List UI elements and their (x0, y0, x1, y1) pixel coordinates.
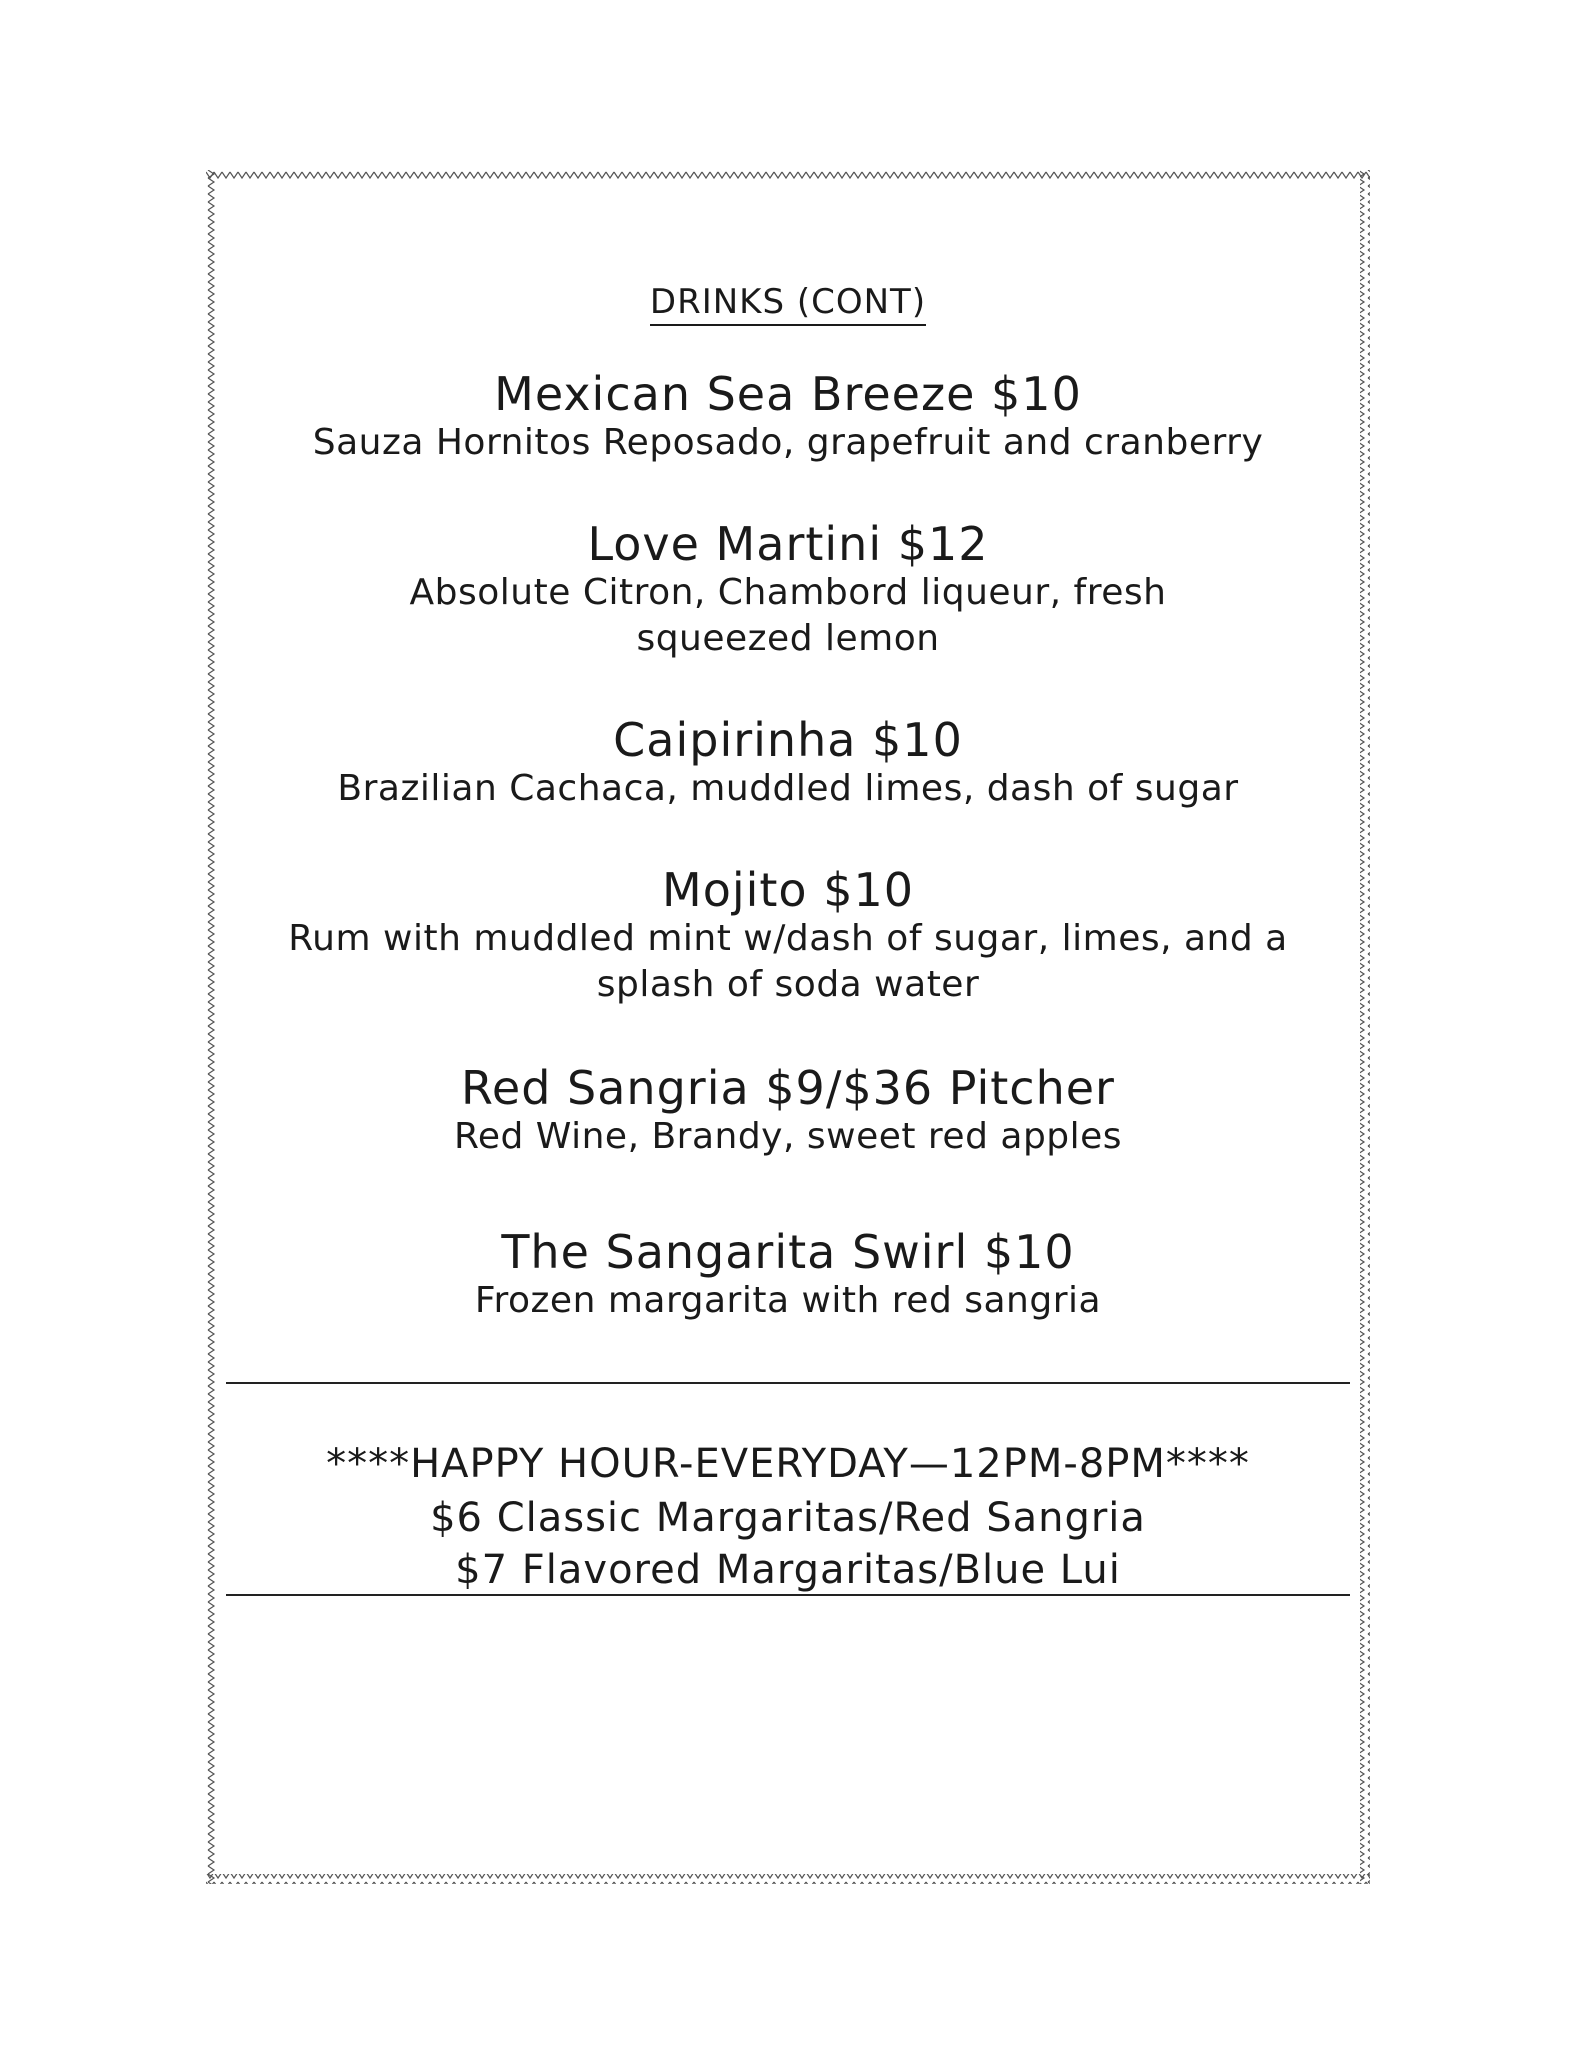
item-description: Sauza Hornitos Reposado, grapefruit and cranberry (312, 422, 1264, 463)
menu-item (226, 1226, 1350, 1324)
section-title (226, 282, 1350, 326)
item-name: Mojito $10 (662, 863, 914, 917)
menu-item (226, 714, 1350, 812)
item-name: Mexican Sea Breeze $10 (494, 367, 1082, 421)
item-name: Love Martini $12 (587, 517, 989, 571)
section-title-text: DRINKS (CONT) (650, 282, 926, 326)
menu-item (226, 864, 1350, 1008)
happy-hour-line-2: $7 Flavored Margaritas/Blue Lui (455, 1547, 1121, 1593)
happy-hour-line-1: $6 Classic Margaritas/Red Sangria (430, 1495, 1146, 1541)
item-name: Caipirinha $10 (613, 713, 963, 767)
item-description: Rum with muddled mint w/dash of sugar, limes, and a splash of soda water (288, 918, 1288, 1005)
menu-item (226, 518, 1350, 662)
item-description: Brazilian Cachaca, muddled limes, dash of sugar (337, 768, 1239, 809)
divider-rule-bottom (226, 1594, 1350, 1596)
item-description: Frozen margarita with red sangria (474, 1280, 1102, 1321)
item-name: The Sangarita Swirl $10 (501, 1225, 1075, 1279)
item-description: Red Wine, Brandy, sweet red apples (453, 1116, 1123, 1157)
menu-item (226, 1062, 1350, 1160)
happy-hour-heading: ****HAPPY HOUR-EVERYDAY—12PM-8PM**** (326, 1441, 1250, 1487)
item-name: Red Sangria $9/$36 Pitcher (461, 1061, 1115, 1115)
divider-rule-top (226, 1382, 1350, 1384)
item-description: Absolute Citron, Chambord liqueur, fresh squeezed lemon (409, 572, 1167, 659)
menu-item (226, 368, 1350, 466)
